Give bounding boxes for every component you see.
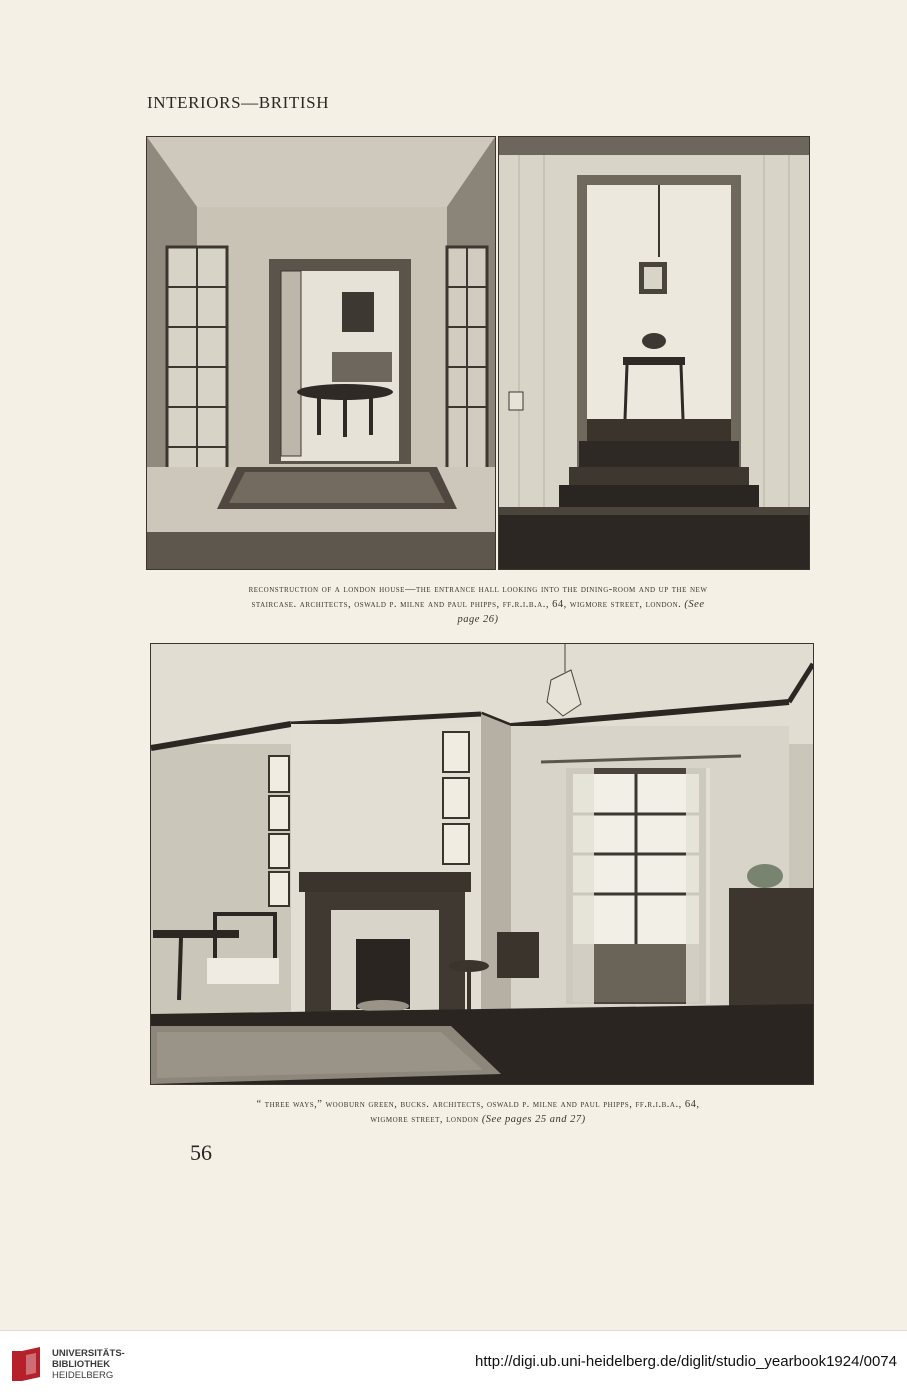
photo-entrance-hall (146, 136, 496, 570)
running-head: INTERIORS—BRITISH (147, 93, 330, 112)
caption-top (140, 582, 816, 627)
library-logo-icon (10, 1345, 48, 1385)
caption-bottom-line-1: “ three ways,” wooburn green, bucks. architects, oswald p. milne and paul phipps, ff.r.i.b.a., 64, (256, 1099, 700, 1110)
page-number: 56 (190, 1140, 212, 1165)
library-name-line-2: BIBLIOTHEK (52, 1359, 111, 1370)
caption-bottom-line-2 (140, 1112, 816, 1127)
photo-staircase (498, 136, 810, 570)
caption-bottom-see: (See pages 25 and 27) (481, 1114, 586, 1125)
library-name-line-1: UNIVERSITÄTS- (52, 1348, 125, 1359)
caption-bottom (140, 1097, 816, 1127)
photo-three-ways-room (150, 643, 814, 1085)
caption-bottom-line-2-text: wigmore street, london (370, 1114, 479, 1125)
caption-top-line-2-text: staircase. architects, oswald p. milne and paul phipps, ff.r.i.b.a., 64, wigmore street, london. (251, 599, 682, 610)
staircase-illustration (499, 137, 809, 569)
caption-top-line-3 (140, 612, 816, 627)
library-name (52, 1348, 125, 1381)
viewer-footer (0, 1330, 907, 1399)
caption-top-page-ref: page 26) (457, 614, 499, 625)
three-ways-room-illustration (151, 644, 813, 1084)
entrance-hall-illustration (147, 137, 495, 569)
caption-top-see: (See (684, 599, 705, 610)
permalink-url[interactable]: http://digi.ub.uni-heidelberg.de/diglit/studio_yearbook1924/0074 (475, 1353, 897, 1370)
library-name-line-3: HEIDELBERG (52, 1370, 114, 1381)
caption-top-line-2 (140, 597, 816, 612)
caption-top-line-1: reconstruction of a london house—the entrance hall looking into the dining-room and up the new (248, 584, 708, 595)
